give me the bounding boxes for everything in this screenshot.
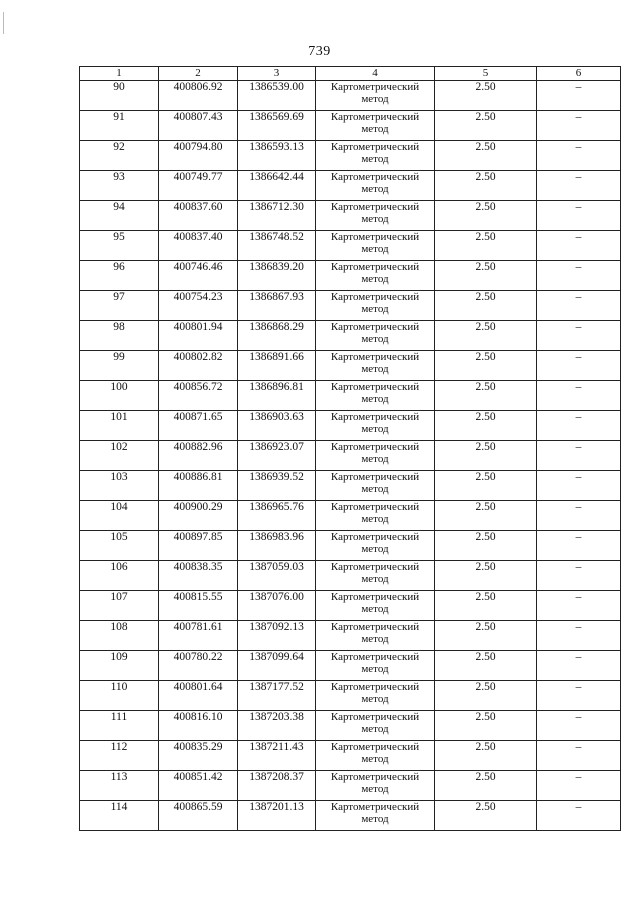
point-number-cell: 94 — [80, 201, 159, 231]
method-line-1: Картометрический — [330, 201, 420, 213]
method-line-1: Картометрический — [330, 261, 420, 273]
coordinate-y-cell: 1387211.43 — [238, 741, 316, 771]
point-number-cell: 106 — [80, 561, 159, 591]
table-row — [80, 621, 621, 651]
coordinate-y-cell: 1387092.13 — [238, 621, 316, 651]
header-col-3: 3 — [238, 67, 316, 81]
coordinate-x-cell: 400900.29 — [159, 501, 238, 531]
note-cell: – — [537, 501, 621, 531]
method-line-2: метод — [361, 123, 389, 135]
method-line-2: метод — [361, 633, 389, 645]
method-line-2: метод — [361, 213, 389, 225]
table-row — [80, 741, 621, 771]
method-line-2: метод — [361, 693, 389, 705]
method-line-1: Картометрический — [330, 591, 420, 603]
coordinate-y-cell: 1386712.30 — [238, 201, 316, 231]
method-cell — [316, 81, 435, 111]
note-cell: – — [537, 441, 621, 471]
coordinate-y-cell: 1387099.64 — [238, 651, 316, 681]
accuracy-cell: 2.50 — [435, 321, 537, 351]
coordinate-x-cell: 400835.29 — [159, 741, 238, 771]
note-cell: – — [537, 681, 621, 711]
table-row — [80, 111, 621, 141]
note-cell: – — [537, 801, 621, 831]
note-cell: – — [537, 591, 621, 621]
table-row — [80, 231, 621, 261]
point-number-cell: 108 — [80, 621, 159, 651]
table-row — [80, 441, 621, 471]
method-cell — [316, 651, 435, 681]
method-line-1: Картометрический — [330, 801, 420, 813]
method-line-2: метод — [361, 783, 389, 795]
header-col-5: 5 — [435, 67, 537, 81]
coordinate-y-cell: 1386539.00 — [238, 81, 316, 111]
method-cell — [316, 291, 435, 321]
point-number-cell: 93 — [80, 171, 159, 201]
method-line-2: метод — [361, 663, 389, 675]
point-number-cell: 103 — [80, 471, 159, 501]
coordinate-x-cell: 400801.64 — [159, 681, 238, 711]
point-number-cell: 98 — [80, 321, 159, 351]
header-col-6: 6 — [537, 67, 621, 81]
method-line-1: Картометрический — [330, 291, 420, 303]
method-line-1: Картометрический — [330, 111, 420, 123]
accuracy-cell: 2.50 — [435, 171, 537, 201]
method-line-1: Картометрический — [330, 531, 420, 543]
method-line-1: Картометрический — [330, 621, 420, 633]
note-cell: – — [537, 321, 621, 351]
method-line-2: метод — [361, 813, 389, 825]
margin-mark — [3, 12, 4, 34]
point-number-cell: 107 — [80, 591, 159, 621]
table-body — [80, 81, 621, 831]
method-cell — [316, 321, 435, 351]
note-cell: – — [537, 741, 621, 771]
point-number-cell: 101 — [80, 411, 159, 441]
accuracy-cell: 2.50 — [435, 441, 537, 471]
table-row — [80, 321, 621, 351]
coordinate-x-cell: 400746.46 — [159, 261, 238, 291]
accuracy-cell: 2.50 — [435, 261, 537, 291]
table-row — [80, 801, 621, 831]
method-line-2: метод — [361, 513, 389, 525]
point-number-cell: 102 — [80, 441, 159, 471]
note-cell: – — [537, 291, 621, 321]
accuracy-cell: 2.50 — [435, 531, 537, 561]
coordinate-y-cell: 1386642.44 — [238, 171, 316, 201]
coordinate-x-cell: 400801.94 — [159, 321, 238, 351]
note-cell: – — [537, 261, 621, 291]
method-line-2: метод — [361, 273, 389, 285]
coordinate-x-cell: 400802.82 — [159, 351, 238, 381]
coordinate-x-cell: 400806.92 — [159, 81, 238, 111]
method-line-2: метод — [361, 453, 389, 465]
table-row — [80, 201, 621, 231]
coordinate-x-cell: 400851.42 — [159, 771, 238, 801]
note-cell: – — [537, 201, 621, 231]
method-line-1: Картометрический — [330, 441, 420, 453]
note-cell: – — [537, 711, 621, 741]
accuracy-cell: 2.50 — [435, 651, 537, 681]
point-number-cell: 91 — [80, 111, 159, 141]
method-cell — [316, 681, 435, 711]
point-number-cell: 110 — [80, 681, 159, 711]
method-line-1: Картометрический — [330, 381, 420, 393]
accuracy-cell: 2.50 — [435, 201, 537, 231]
coordinate-x-cell: 400838.35 — [159, 561, 238, 591]
method-cell — [316, 741, 435, 771]
coordinate-x-cell: 400865.59 — [159, 801, 238, 831]
method-line-1: Картометрический — [330, 81, 420, 93]
coordinate-x-cell: 400754.23 — [159, 291, 238, 321]
coordinate-y-cell: 1386748.52 — [238, 231, 316, 261]
accuracy-cell: 2.50 — [435, 801, 537, 831]
coordinate-y-cell: 1386923.07 — [238, 441, 316, 471]
header-col-4: 4 — [316, 67, 435, 81]
coordinate-y-cell: 1386593.13 — [238, 141, 316, 171]
coordinate-x-cell: 400780.22 — [159, 651, 238, 681]
point-number-cell: 113 — [80, 771, 159, 801]
method-line-1: Картометрический — [330, 471, 420, 483]
method-cell — [316, 231, 435, 261]
method-cell — [316, 711, 435, 741]
accuracy-cell: 2.50 — [435, 501, 537, 531]
coordinate-y-cell: 1387208.37 — [238, 771, 316, 801]
coordinate-y-cell: 1386965.76 — [238, 501, 316, 531]
point-number-cell: 97 — [80, 291, 159, 321]
method-cell — [316, 351, 435, 381]
method-cell — [316, 111, 435, 141]
coordinate-x-cell: 400882.96 — [159, 441, 238, 471]
point-number-cell: 100 — [80, 381, 159, 411]
accuracy-cell: 2.50 — [435, 411, 537, 441]
coordinate-y-cell: 1386983.96 — [238, 531, 316, 561]
method-line-1: Картометрический — [330, 351, 420, 363]
accuracy-cell: 2.50 — [435, 471, 537, 501]
coordinate-x-cell: 400837.60 — [159, 201, 238, 231]
coordinate-y-cell: 1387059.03 — [238, 561, 316, 591]
method-line-1: Картометрический — [330, 741, 420, 753]
table-row — [80, 651, 621, 681]
method-cell — [316, 441, 435, 471]
accuracy-cell: 2.50 — [435, 291, 537, 321]
note-cell: – — [537, 351, 621, 381]
coordinate-y-cell: 1387076.00 — [238, 591, 316, 621]
table-row — [80, 771, 621, 801]
accuracy-cell: 2.50 — [435, 741, 537, 771]
coordinates-table — [79, 66, 621, 831]
table-row — [80, 81, 621, 111]
point-number-cell: 112 — [80, 741, 159, 771]
point-number-cell: 109 — [80, 651, 159, 681]
accuracy-cell: 2.50 — [435, 351, 537, 381]
method-line-1: Картометрический — [330, 171, 420, 183]
coordinate-x-cell: 400871.65 — [159, 411, 238, 441]
method-line-2: метод — [361, 363, 389, 375]
coordinate-y-cell: 1386569.69 — [238, 111, 316, 141]
accuracy-cell: 2.50 — [435, 381, 537, 411]
method-cell — [316, 411, 435, 441]
coordinate-x-cell: 400781.61 — [159, 621, 238, 651]
method-line-2: метод — [361, 333, 389, 345]
coordinate-x-cell: 400794.80 — [159, 141, 238, 171]
accuracy-cell: 2.50 — [435, 711, 537, 741]
method-line-2: метод — [361, 573, 389, 585]
coordinate-x-cell: 400815.55 — [159, 591, 238, 621]
method-cell — [316, 141, 435, 171]
coordinate-y-cell: 1386867.93 — [238, 291, 316, 321]
method-line-1: Картометрический — [330, 501, 420, 513]
accuracy-cell: 2.50 — [435, 591, 537, 621]
method-line-1: Картометрический — [330, 141, 420, 153]
table-row — [80, 171, 621, 201]
method-line-2: метод — [361, 483, 389, 495]
table-row — [80, 351, 621, 381]
method-line-1: Картометрический — [330, 771, 420, 783]
method-line-1: Картометрический — [330, 321, 420, 333]
table-row — [80, 471, 621, 501]
header-col-2: 2 — [159, 67, 238, 81]
method-line-1: Картометрический — [330, 411, 420, 423]
method-cell — [316, 561, 435, 591]
page-number: 739 — [308, 44, 331, 59]
table-row — [80, 531, 621, 561]
method-cell — [316, 501, 435, 531]
note-cell: – — [537, 111, 621, 141]
method-line-2: метод — [361, 243, 389, 255]
coordinate-x-cell: 400856.72 — [159, 381, 238, 411]
method-line-2: метод — [361, 603, 389, 615]
coordinate-y-cell: 1386896.81 — [238, 381, 316, 411]
method-cell — [316, 531, 435, 561]
method-cell — [316, 771, 435, 801]
method-line-2: метод — [361, 93, 389, 105]
point-number-cell: 105 — [80, 531, 159, 561]
coordinate-y-cell: 1387203.38 — [238, 711, 316, 741]
method-cell — [316, 591, 435, 621]
accuracy-cell: 2.50 — [435, 561, 537, 591]
point-number-cell: 90 — [80, 81, 159, 111]
point-number-cell: 104 — [80, 501, 159, 531]
note-cell: – — [537, 621, 621, 651]
method-line-2: метод — [361, 183, 389, 195]
method-cell — [316, 201, 435, 231]
table-row — [80, 381, 621, 411]
method-line-1: Картометрический — [330, 681, 420, 693]
table-row — [80, 681, 621, 711]
method-line-2: метод — [361, 393, 389, 405]
coordinate-x-cell: 400807.43 — [159, 111, 238, 141]
method-line-2: метод — [361, 423, 389, 435]
accuracy-cell: 2.50 — [435, 771, 537, 801]
coordinate-x-cell: 400749.77 — [159, 171, 238, 201]
coordinate-y-cell: 1386891.66 — [238, 351, 316, 381]
method-line-1: Картометрический — [330, 651, 420, 663]
table-row — [80, 591, 621, 621]
method-line-2: метод — [361, 153, 389, 165]
accuracy-cell: 2.50 — [435, 111, 537, 141]
point-number-cell: 95 — [80, 231, 159, 261]
accuracy-cell: 2.50 — [435, 81, 537, 111]
point-number-cell: 114 — [80, 801, 159, 831]
note-cell: – — [537, 531, 621, 561]
table-row — [80, 711, 621, 741]
accuracy-cell: 2.50 — [435, 141, 537, 171]
method-line-1: Картометрический — [330, 561, 420, 573]
table-row — [80, 261, 621, 291]
method-cell — [316, 801, 435, 831]
table-row — [80, 411, 621, 441]
method-cell — [316, 381, 435, 411]
method-line-1: Картометрический — [330, 711, 420, 723]
note-cell: – — [537, 411, 621, 441]
method-cell — [316, 171, 435, 201]
note-cell: – — [537, 471, 621, 501]
note-cell: – — [537, 381, 621, 411]
method-line-2: метод — [361, 753, 389, 765]
header-col-1: 1 — [80, 67, 159, 81]
coordinate-y-cell: 1387177.52 — [238, 681, 316, 711]
method-line-2: метод — [361, 303, 389, 315]
note-cell: – — [537, 171, 621, 201]
point-number-cell: 96 — [80, 261, 159, 291]
table-row — [80, 561, 621, 591]
note-cell: – — [537, 231, 621, 261]
method-cell — [316, 261, 435, 291]
coordinate-y-cell: 1386839.20 — [238, 261, 316, 291]
coordinate-y-cell: 1387201.13 — [238, 801, 316, 831]
accuracy-cell: 2.50 — [435, 621, 537, 651]
point-number-cell: 111 — [80, 711, 159, 741]
coordinate-x-cell: 400897.85 — [159, 531, 238, 561]
table-row — [80, 141, 621, 171]
coordinate-y-cell: 1386868.29 — [238, 321, 316, 351]
note-cell: – — [537, 651, 621, 681]
coordinate-y-cell: 1386903.63 — [238, 411, 316, 441]
note-cell: – — [537, 81, 621, 111]
method-cell — [316, 621, 435, 651]
table-row — [80, 291, 621, 321]
note-cell: – — [537, 771, 621, 801]
coordinate-x-cell: 400816.10 — [159, 711, 238, 741]
coordinate-x-cell: 400837.40 — [159, 231, 238, 261]
point-number-cell: 99 — [80, 351, 159, 381]
coordinate-y-cell: 1386939.52 — [238, 471, 316, 501]
point-number-cell: 92 — [80, 141, 159, 171]
coordinate-x-cell: 400886.81 — [159, 471, 238, 501]
method-line-2: метод — [361, 723, 389, 735]
note-cell: – — [537, 561, 621, 591]
table-header-row — [80, 67, 621, 81]
method-line-2: метод — [361, 543, 389, 555]
accuracy-cell: 2.50 — [435, 231, 537, 261]
note-cell: – — [537, 141, 621, 171]
method-cell — [316, 471, 435, 501]
method-line-1: Картометрический — [330, 231, 420, 243]
accuracy-cell: 2.50 — [435, 681, 537, 711]
table-row — [80, 501, 621, 531]
